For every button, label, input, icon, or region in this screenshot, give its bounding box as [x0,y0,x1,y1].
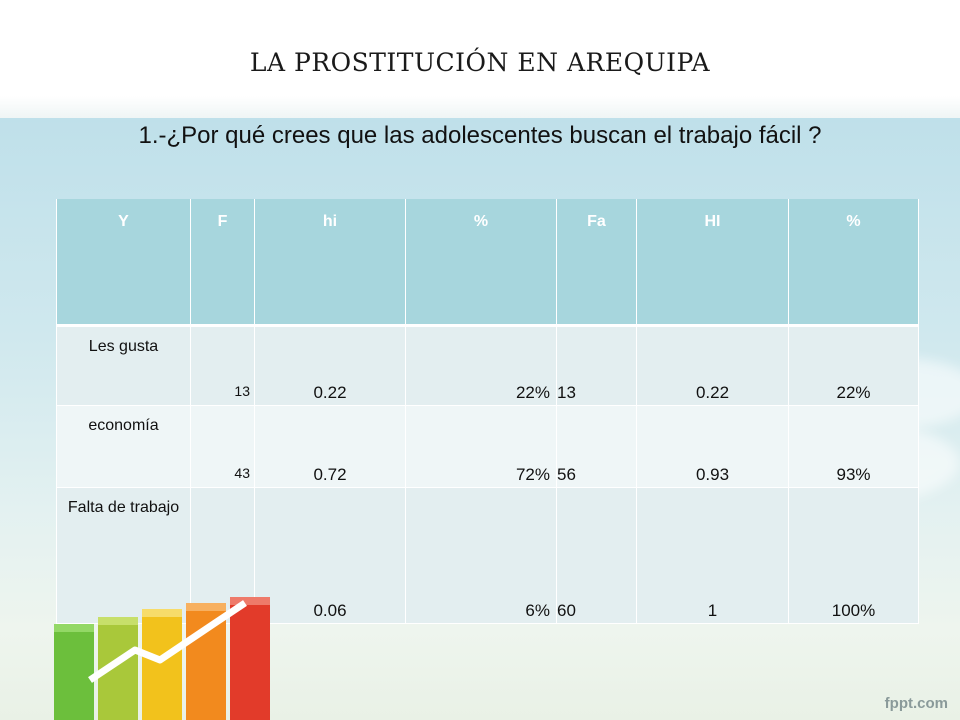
cell-percent-cumulative: 100% [789,488,919,624]
cell-fa: 56 [557,406,637,488]
table-row [57,326,919,406]
row-label: economía [57,406,191,488]
cell-percent-cumulative: 22% [789,326,919,406]
column-header-hi: hi [255,199,406,326]
cell-fa: 60 [557,488,637,624]
column-header-fa: Fa [557,199,637,326]
table-header-row [57,199,919,326]
bar-yellow [142,615,182,720]
cell-hi: 0.72 [255,406,406,488]
row-label: Les gusta [57,326,191,406]
cell-hi-cumulative: 0.22 [637,326,789,406]
bar-green-top [54,624,94,632]
bar-yellow-top [142,609,182,617]
cell-percent: 72% [406,406,557,488]
cell-f: 43 [191,406,255,488]
rising-bar-chart-icon [40,595,270,720]
bar-lime-top [98,617,138,625]
row-label: Falta de trabajo [57,488,191,624]
footer-brand: fppt.com [884,695,948,712]
column-header-percent: % [406,199,557,326]
cell-fa: 13 [557,326,637,406]
cell-f: 13 [191,326,255,406]
cell-percent: 22% [406,326,557,406]
bar-green [54,630,94,720]
table-row [57,406,919,488]
bar-red-top [230,597,270,605]
cell-hi-cumulative: 1 [637,488,789,624]
column-header-f: F [191,199,255,326]
bar-orange-top [186,603,226,611]
bar-red [230,603,270,720]
column-header-y: Y [57,199,191,326]
column-header-hi-cumulative: HI [637,199,789,326]
cell-hi: 0.22 [255,326,406,406]
cell-hi: 0.06 [255,488,406,624]
cell-percent: 6% [406,488,557,624]
column-header-percent-cumulative: % [789,199,919,326]
cell-hi-cumulative: 0.93 [637,406,789,488]
cell-percent-cumulative: 93% [789,406,919,488]
frequency-table [56,199,919,624]
survey-question: 1.-¿Por qué crees que las adolescentes buscan el trabajo fácil ? [138,122,822,149]
slide-title: LA PROSTITUCIÓN EN AREQUIPA [249,48,711,77]
